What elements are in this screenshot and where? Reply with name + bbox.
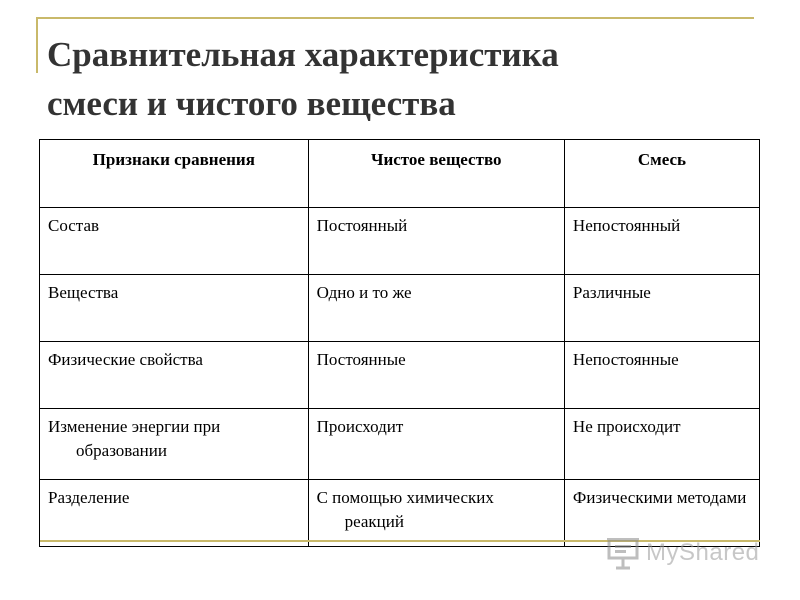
header-pure-substance: Чистое вещество bbox=[308, 140, 564, 208]
cell-mixture: Различные bbox=[564, 275, 759, 342]
cell-pure-substance-text: С помощью химических реакций bbox=[316, 488, 494, 531]
cell-criteria: Вещества bbox=[40, 275, 309, 342]
cell-mixture-text: Физическими методами bbox=[572, 488, 747, 507]
top-decor-line bbox=[36, 17, 754, 19]
cell-pure-substance: Одно и то же bbox=[308, 275, 564, 342]
table-row bbox=[40, 342, 760, 409]
title-line-2: смеси и чистого вещества bbox=[47, 84, 456, 123]
header-criteria: Признаки сравнения bbox=[40, 140, 309, 208]
table-row bbox=[40, 275, 760, 342]
cell-pure-substance: Постоянные bbox=[308, 342, 564, 409]
cell-mixture: Непостоянные bbox=[564, 342, 759, 409]
presentation-board-icon bbox=[606, 536, 642, 570]
cell-mixture: Непостоянный bbox=[564, 208, 759, 275]
table-row bbox=[40, 208, 760, 275]
cell-pure-substance: Постоянный bbox=[308, 208, 564, 275]
cell-criteria: Разделение bbox=[40, 480, 309, 547]
cell-pure-substance: Происходит bbox=[308, 409, 564, 480]
header-mixture: Смесь bbox=[564, 140, 759, 208]
watermark-text: MyShared bbox=[646, 539, 760, 566]
slide-title bbox=[47, 30, 767, 128]
title-line-1: Сравнительная характеристика bbox=[47, 35, 559, 74]
table-row bbox=[40, 409, 760, 480]
cell-mixture: Не происходит bbox=[564, 409, 759, 480]
cell-pure-substance bbox=[308, 480, 564, 547]
comparison-table bbox=[39, 139, 760, 547]
left-decor-line bbox=[36, 17, 38, 73]
watermark bbox=[606, 536, 759, 570]
cell-criteria bbox=[40, 409, 309, 480]
cell-criteria: Физические свойства bbox=[40, 342, 309, 409]
table-header-row bbox=[40, 140, 760, 208]
cell-criteria-text: Изменение энергии при образовании bbox=[48, 417, 221, 460]
cell-criteria: Состав bbox=[40, 208, 309, 275]
